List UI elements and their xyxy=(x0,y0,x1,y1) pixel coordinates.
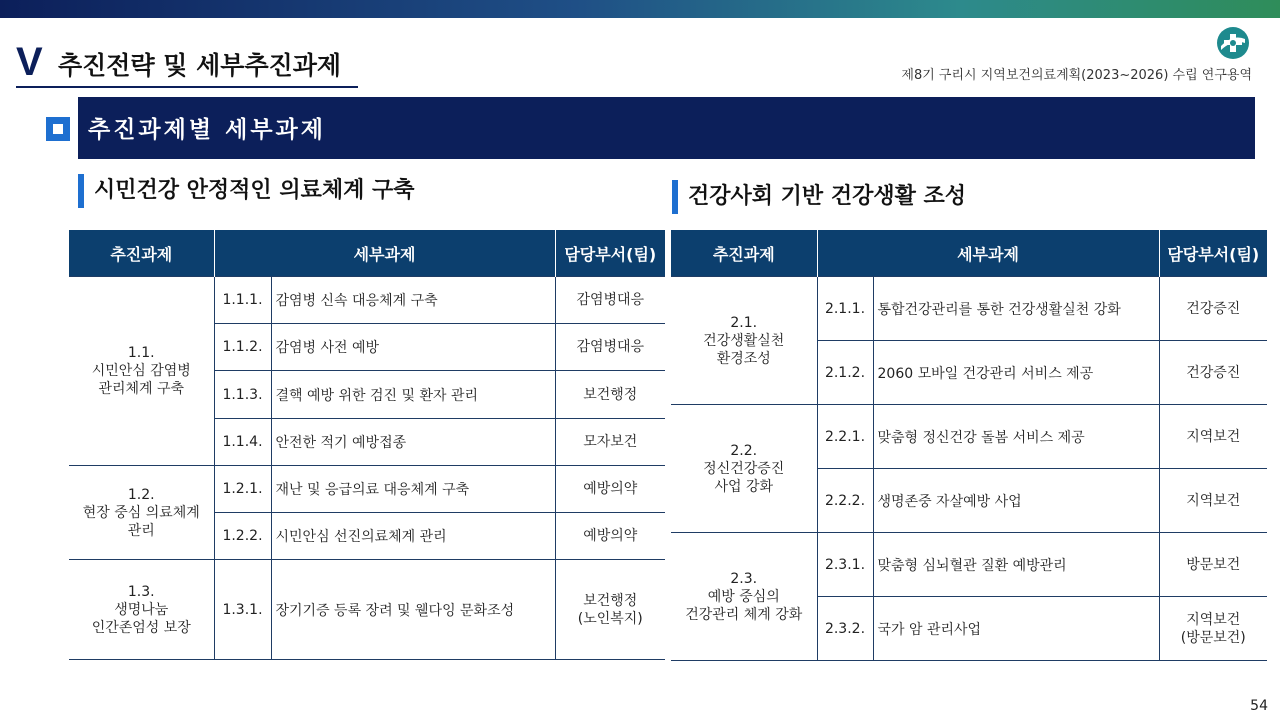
subtask-number-cell: 2.2.1. xyxy=(817,405,873,469)
subtask-number-cell: 1.1.1. xyxy=(214,277,271,324)
dept-cell: 지역보건 xyxy=(1159,405,1267,469)
dept-cell: 예방의약 xyxy=(555,466,665,513)
header-cell-dept: 담당부서(팀) xyxy=(1159,230,1267,277)
subtask-name-cell: 생명존중 자살예방 사업 xyxy=(873,469,1159,533)
subtask-number-cell: 2.2.2. xyxy=(817,469,873,533)
dept-cell: 지역보건 xyxy=(1159,469,1267,533)
header-cell-dept: 담당부서(팀) xyxy=(555,230,665,277)
table-row xyxy=(69,466,665,513)
dept-cell: 예방의약 xyxy=(555,513,665,560)
subtask-number-cell: 2.3.1. xyxy=(817,533,873,597)
page-number: 54 xyxy=(1250,698,1268,714)
table-row xyxy=(69,560,665,660)
section-bar xyxy=(78,97,1255,159)
subtask-name-cell: 맞춤형 심뇌혈관 질환 예방관리 xyxy=(873,533,1159,597)
subtask-number-cell: 2.3.2. xyxy=(817,597,873,661)
dept-cell: 건강증진 xyxy=(1159,341,1267,405)
category-cell: 1.2. 현장 중심 의료체계 관리 xyxy=(69,466,214,560)
header-cell-subtask: 세부과제 xyxy=(817,230,1159,277)
subtask-name-cell: 맞춤형 정신건강 돌봄 서비스 제공 xyxy=(873,405,1159,469)
left-task-table xyxy=(69,230,665,660)
category-cell: 2.1. 건강생활실천 환경조성 xyxy=(671,277,817,405)
subtask-number-cell: 1.3.1. xyxy=(214,560,271,660)
subtask-name-cell: 시민안심 선진의료체계 관리 xyxy=(271,513,555,560)
subtask-name-cell: 통합건강관리를 통한 건강생활실천 강화 xyxy=(873,277,1159,341)
subtask-number-cell: 1.2.2. xyxy=(214,513,271,560)
table-row xyxy=(671,277,1267,341)
subtask-number-cell: 2.1.2. xyxy=(817,341,873,405)
table-header-row xyxy=(671,230,1267,277)
guri-logo-icon xyxy=(1216,26,1250,60)
dept-cell: 보건행정 (노인복지) xyxy=(555,560,665,660)
chapter-numeral: V xyxy=(16,40,43,84)
header-cell-category: 추진과제 xyxy=(69,230,214,277)
subtask-name-cell: 감염병 사전 예방 xyxy=(271,324,555,371)
subtask-name-cell: 장기기증 등록 장려 및 웰다잉 문화조성 xyxy=(271,560,555,660)
right-task-table xyxy=(671,230,1267,661)
left-subheading: 시민건강 안정적인 의료체계 구축 xyxy=(78,174,415,208)
dept-cell: 방문보건 xyxy=(1159,533,1267,597)
header-cell-category: 추진과제 xyxy=(671,230,817,277)
report-subtitle: 제8기 구리시 지역보건의료계획(2023~2026) 수립 연구용역 xyxy=(901,68,1252,83)
table-row xyxy=(671,533,1267,597)
table-row xyxy=(69,277,665,324)
subtask-number-cell: 1.2.1. xyxy=(214,466,271,513)
subtask-name-cell: 감염병 신속 대응체계 구축 xyxy=(271,277,555,324)
dept-cell: 보건행정 xyxy=(555,371,665,419)
dept-cell: 모자보건 xyxy=(555,419,665,466)
subtask-name-cell: 안전한 적기 예방접종 xyxy=(271,419,555,466)
table-header-row xyxy=(69,230,665,277)
category-cell: 2.2. 정신건강증진 사업 강화 xyxy=(671,405,817,533)
subtask-name-cell: 국가 암 관리사업 xyxy=(873,597,1159,661)
section-square-icon xyxy=(46,117,70,141)
top-gradient-bar xyxy=(0,0,1280,18)
subtask-name-cell: 결핵 예방 위한 검진 및 환자 관리 xyxy=(271,371,555,419)
dept-cell: 감염병대응 xyxy=(555,277,665,324)
section-title: 추진과제별 세부과제 xyxy=(88,117,326,143)
subtask-number-cell: 1.1.4. xyxy=(214,419,271,466)
category-cell: 1.3. 생명나눔 인간존엄성 보장 xyxy=(69,560,214,660)
dept-cell: 지역보건 (방문보건) xyxy=(1159,597,1267,661)
category-cell: 2.3. 예방 중심의 건강관리 체계 강화 xyxy=(671,533,817,661)
chapter-header xyxy=(16,40,358,88)
header-cell-subtask: 세부과제 xyxy=(214,230,555,277)
category-cell: 1.1. 시민안심 감염병 관리체계 구축 xyxy=(69,277,214,466)
table-row xyxy=(671,405,1267,469)
subtask-number-cell: 1.1.3. xyxy=(214,371,271,419)
right-subheading: 건강사회 기반 건강생활 조성 xyxy=(672,180,966,214)
subtask-number-cell: 2.1.1. xyxy=(817,277,873,341)
subtask-name-cell: 재난 및 응급의료 대응체계 구축 xyxy=(271,466,555,513)
chapter-title: 추진전략 및 세부추진과제 xyxy=(58,51,342,80)
subtask-name-cell: 2060 모바일 건강관리 서비스 제공 xyxy=(873,341,1159,405)
subtask-number-cell: 1.1.2. xyxy=(214,324,271,371)
dept-cell: 감염병대응 xyxy=(555,324,665,371)
dept-cell: 건강증진 xyxy=(1159,277,1267,341)
